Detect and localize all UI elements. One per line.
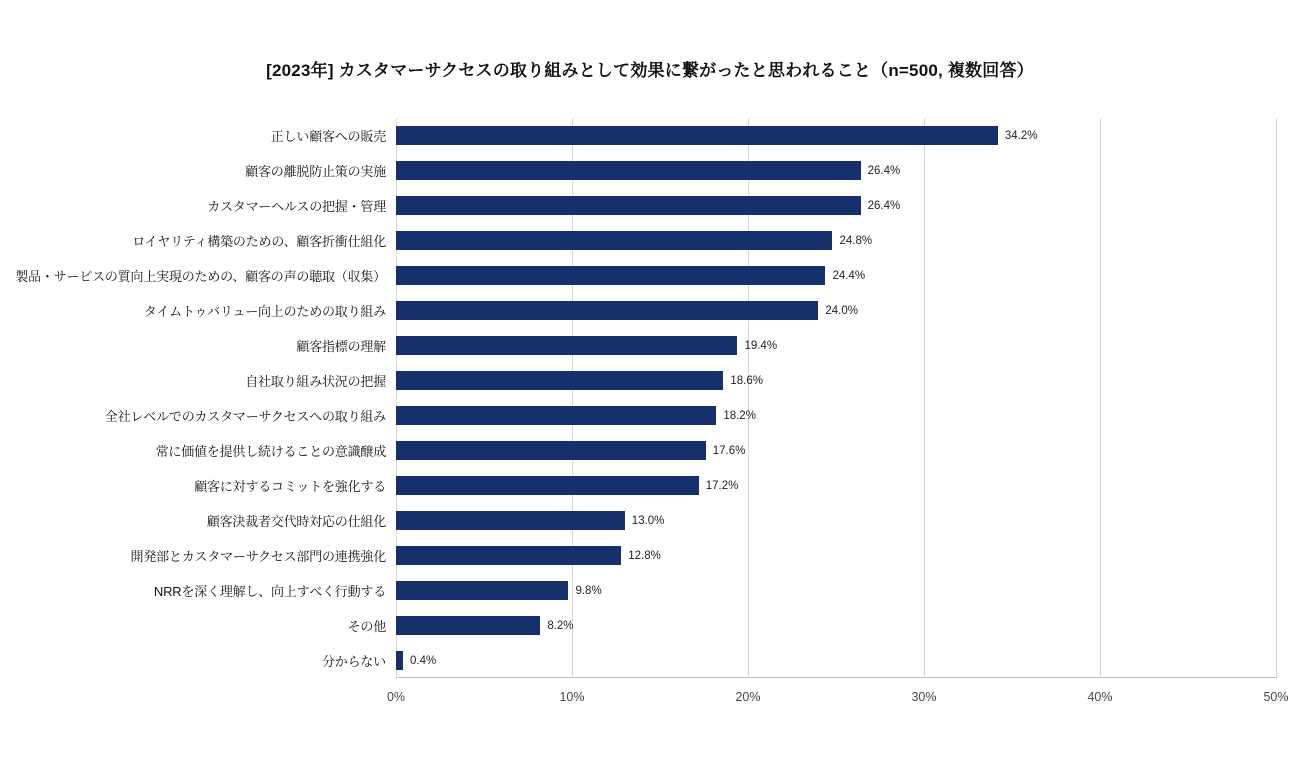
bar[interactable] (396, 371, 723, 390)
category-label: 製品・サービスの質向上実現のための、顧客の声の聴取（収集） (15, 269, 386, 284)
category-label-row (0, 364, 386, 398)
bar[interactable] (396, 301, 818, 320)
category-label-row (0, 609, 386, 643)
gridline (924, 118, 925, 678)
bar[interactable] (396, 651, 403, 670)
bar[interactable] (396, 336, 737, 355)
bar-value-label: 34.2% (1004, 129, 1038, 142)
bar-value-label: 17.2% (705, 479, 739, 492)
bar-value-label: 12.8% (628, 549, 661, 562)
category-label: 正しい顧客への販売 (270, 129, 386, 144)
category-label: カスタマーヘルスの把握・管理 (207, 199, 386, 214)
gridline (1100, 118, 1101, 678)
x-axis-line (396, 677, 1276, 678)
bar-value-label: 0.4% (410, 654, 437, 667)
bar-row[interactable] (396, 574, 602, 608)
bar-value-label: 24.4% (832, 269, 866, 282)
category-label: タイムトゥバリュー向上のための取り組み (143, 304, 386, 319)
bar-row[interactable] (396, 189, 900, 223)
bar-value-label: 18.2% (723, 409, 756, 422)
x-axis-tick-label: 40% (1087, 690, 1113, 704)
bar-value-label: 8.2% (547, 619, 574, 632)
x-axis-tick-label: 20% (735, 690, 761, 704)
bar-row[interactable] (396, 364, 763, 398)
category-label: 顧客指標の理解 (296, 339, 386, 354)
bar-value-label: 26.4% (867, 164, 901, 177)
bar[interactable] (396, 511, 625, 530)
bar-row[interactable] (396, 399, 756, 433)
bar-row[interactable] (396, 224, 872, 258)
x-axis-tick-label: 50% (1263, 690, 1289, 704)
bar-row[interactable] (396, 329, 777, 363)
x-axis-tick-label: 30% (911, 690, 937, 704)
category-label-row (0, 539, 386, 573)
category-label: 分からない (321, 654, 386, 669)
category-label-row (0, 329, 386, 363)
bar-value-label: 19.4% (744, 339, 778, 352)
bar[interactable] (396, 616, 540, 635)
category-label-row (0, 644, 386, 678)
category-label-row (0, 434, 386, 468)
category-label: 常に価値を提供し続けることの意識醸成 (155, 444, 386, 459)
category-label-row (0, 504, 386, 538)
category-label: ロイヤリティ構築のための、顧客折衝仕組化 (132, 234, 386, 249)
bar-value-label: 13.0% (631, 514, 665, 527)
gridline (1276, 118, 1277, 678)
bar[interactable] (396, 546, 621, 565)
bar-row[interactable] (396, 434, 745, 468)
x-axis-tick-label: 10% (559, 690, 585, 704)
bar[interactable] (396, 441, 706, 460)
bar-value-label: 17.6% (712, 444, 746, 457)
category-label: 開発部とカスタマーサクセス部門の連携強化 (130, 549, 386, 564)
category-label-row (0, 154, 386, 188)
bar-row[interactable] (396, 644, 436, 678)
bar[interactable] (396, 581, 568, 600)
chart-title: [2023年] カスタマーサクセスの取り組みとして効果に繋がったと思われること（n=500, 複数回答） (266, 61, 1034, 80)
category-label-row (0, 399, 386, 433)
bar[interactable] (396, 266, 825, 285)
bar-row[interactable] (396, 609, 574, 643)
bar-value-label: 9.8% (575, 584, 602, 597)
bar-row[interactable] (396, 259, 865, 293)
category-label: 顧客決裁者交代時対応の仕組化 (206, 514, 386, 529)
bar-row[interactable] (396, 294, 858, 328)
category-label-row (0, 259, 386, 293)
plot-area (386, 118, 1289, 704)
bar-row[interactable] (396, 154, 900, 188)
category-label: その他 (347, 619, 386, 634)
category-label-row (0, 294, 386, 328)
category-label-row (0, 574, 386, 608)
category-label-row (0, 224, 386, 258)
bar[interactable] (396, 126, 998, 145)
bar-row[interactable] (396, 504, 664, 538)
bar-value-label: 26.4% (867, 199, 901, 212)
bar-value-label: 24.8% (839, 234, 873, 247)
category-axis (0, 118, 392, 678)
category-label: 顧客の離脱防止策の実施 (245, 164, 386, 179)
category-label: NRRを深く理解し、向上すべく行動する (153, 584, 386, 599)
category-label: 自社取り組み状況の把握 (245, 374, 386, 389)
category-label: 全社レベルでのカスタマーサクセスへの取り組み (104, 409, 386, 424)
bar[interactable] (396, 161, 861, 180)
bar-row[interactable] (396, 119, 1038, 153)
category-label-row (0, 469, 386, 503)
bar-value-label: 18.6% (730, 374, 763, 387)
bar[interactable] (396, 476, 699, 495)
bar-row[interactable] (396, 539, 661, 573)
category-label-row (0, 189, 386, 223)
bar-row[interactable] (396, 469, 738, 503)
bar-value-label: 24.0% (825, 304, 858, 317)
category-label-row (0, 119, 386, 153)
x-axis-tick-label: 0% (386, 690, 406, 704)
bar[interactable] (396, 231, 832, 250)
bar[interactable] (396, 406, 716, 425)
category-label: 顧客に対するコミットを強化する (194, 479, 386, 494)
bar[interactable] (396, 196, 861, 215)
